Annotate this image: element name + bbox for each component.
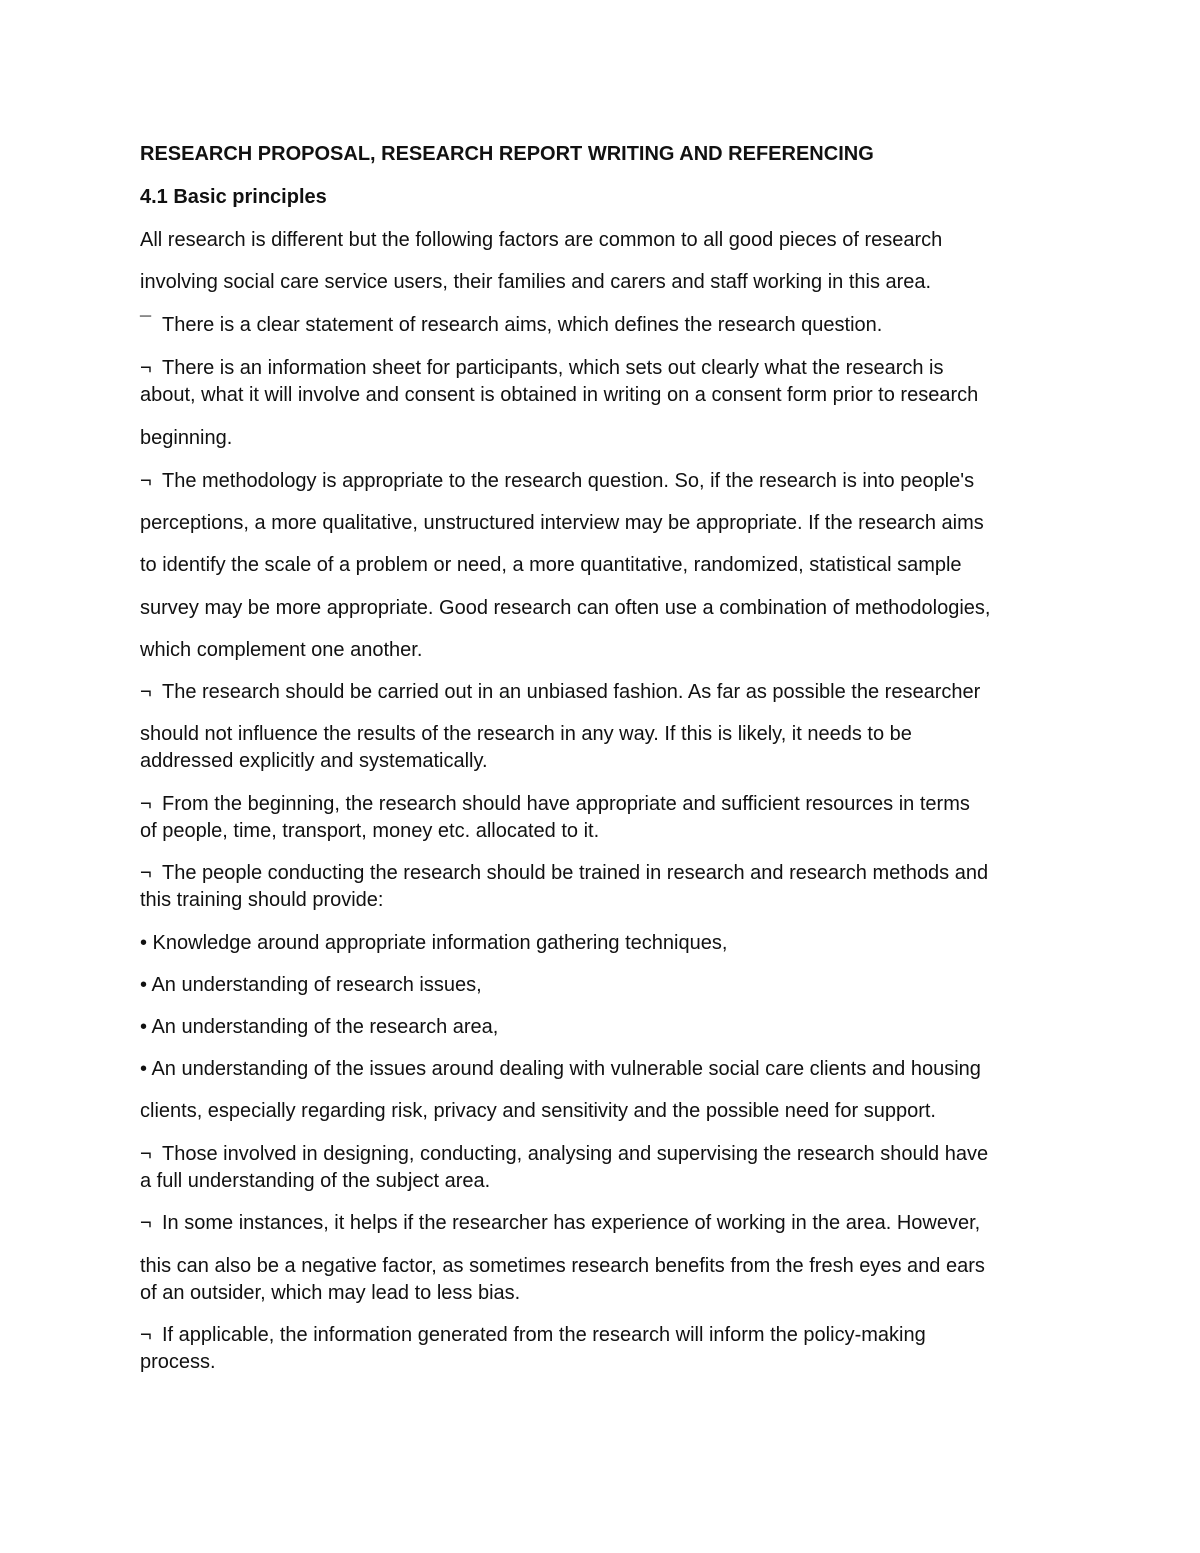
principle-line: survey may be more appropriate. Good research can often use a combination of methodologies,	[140, 597, 991, 619]
principle-line: of people, time, transport, money etc. allocated to it.	[140, 820, 600, 842]
principle-item: ¬ Those involved in designing, conducting, analysing and supervising the research should have	[140, 1143, 989, 1165]
bullet-marker: ¬	[140, 1143, 152, 1165]
intro-line: All research is different but the following factors are common to all good pieces of research	[140, 229, 943, 251]
bullet-marker: ¬	[140, 793, 152, 815]
principle-line: this training should provide:	[140, 889, 384, 911]
principle-line: addressed explicitly and systematically.	[140, 750, 488, 772]
principle-line: should not influence the results of the research in any way. If this is likely, it needs to be	[140, 723, 912, 745]
bullet-marker: ¬	[140, 681, 152, 703]
principle-item: ¯ There is a clear statement of research aims, which defines the research question.	[140, 314, 883, 336]
training-bullet-line: clients, especially regarding risk, privacy and sensitivity and the possible need for support.	[140, 1100, 936, 1122]
principle-item: ¬ From the beginning, the research should have appropriate and sufficient resources in terms	[140, 793, 970, 815]
principle-item: ¬ If applicable, the information generated from the research will inform the policy-making	[140, 1324, 926, 1346]
training-bullet: • Knowledge around appropriate information gathering techniques,	[140, 932, 728, 954]
principle-line: process.	[140, 1351, 216, 1373]
training-bullet: • An understanding of research issues,	[140, 974, 482, 996]
document-title: RESEARCH PROPOSAL, RESEARCH REPORT WRITING AND REFERENCING	[140, 143, 874, 165]
bullet-marker: ¬	[140, 1324, 152, 1346]
principle-item: ¬ The methodology is appropriate to the research question. So, if the research is into people's	[140, 470, 975, 492]
principle-item: ¬ The people conducting the research should be trained in research and research methods and	[140, 862, 989, 884]
principle-line: a full understanding of the subject area.	[140, 1170, 491, 1192]
bullet-marker: ¬	[140, 357, 152, 379]
principle-item: ¬ There is an information sheet for participants, which sets out clearly what the research is	[140, 357, 944, 379]
principle-line: which complement one another.	[140, 639, 423, 661]
training-bullet: • An understanding of the issues around dealing with vulnerable social care clients and housing	[140, 1058, 981, 1080]
principle-line: to identify the scale of a problem or need, a more quantitative, randomized, statistical sample	[140, 554, 962, 576]
principle-line: of an outsider, which may lead to less bias.	[140, 1282, 521, 1304]
section-heading: 4.1 Basic principles	[140, 186, 327, 208]
training-bullet: • An understanding of the research area,	[140, 1016, 499, 1038]
principle-line: perceptions, a more qualitative, unstructured interview may be appropriate. If the research aims	[140, 512, 984, 534]
principle-line: this can also be a negative factor, as sometimes research benefits from the fresh eyes and ears	[140, 1255, 985, 1277]
bullet-marker: ¯	[140, 314, 152, 336]
principle-item: ¬ In some instances, it helps if the researcher has experience of working in the area. However,	[140, 1212, 981, 1234]
intro-line: involving social care service users, their families and carers and staff working in this area.	[140, 271, 932, 293]
bullet-marker: ¬	[140, 862, 152, 884]
principle-line: about, what it will involve and consent is obtained in writing on a consent form prior to research	[140, 384, 979, 406]
principle-item: ¬ The research should be carried out in an unbiased fashion. As far as possible the researcher	[140, 681, 981, 703]
bullet-marker: ¬	[140, 1212, 152, 1234]
principle-line: beginning.	[140, 427, 233, 449]
bullet-marker: ¬	[140, 470, 152, 492]
